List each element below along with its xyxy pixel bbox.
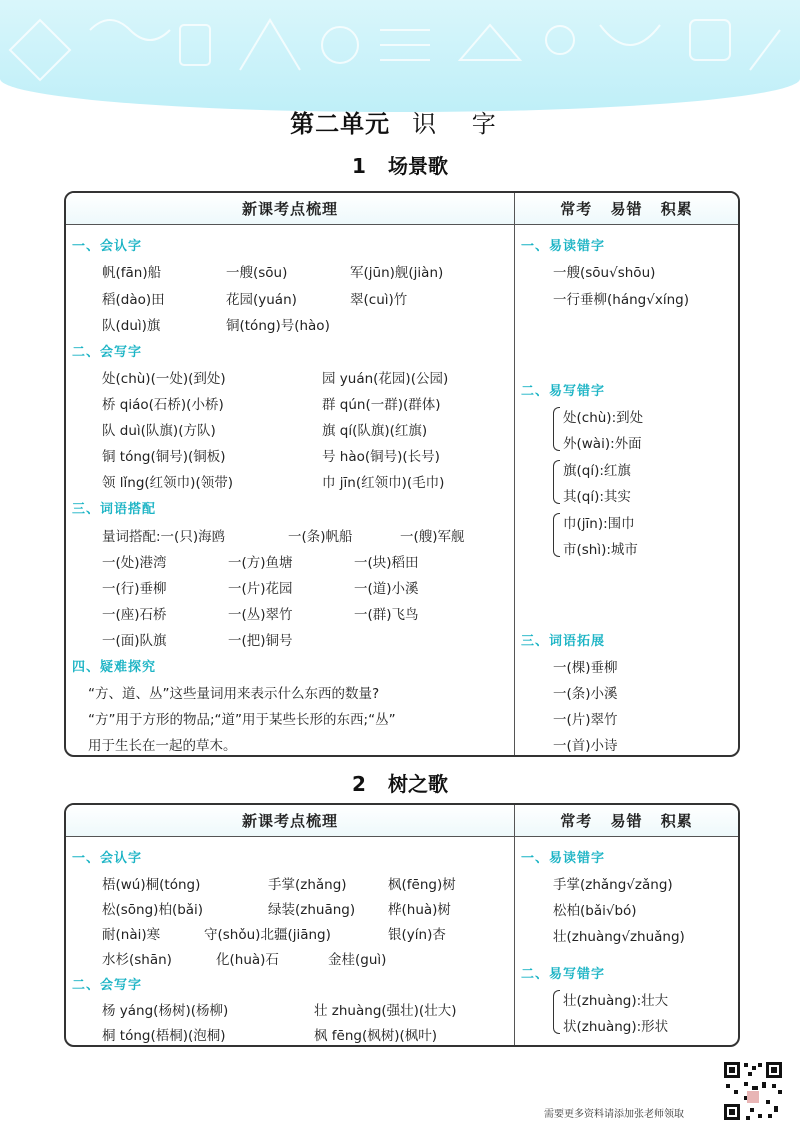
lesson-name: 场景歌	[387, 154, 448, 178]
text-line: 其(qí):其实	[563, 489, 631, 505]
right-header: 常考 易错 积累	[515, 193, 738, 225]
text-line: 队 duì(队旗)(方队)	[102, 423, 216, 439]
text-line: 杨 yáng(杨树)(杨柳)	[102, 1003, 229, 1019]
text-line: 号 hào(铜号)(长号)	[322, 449, 440, 465]
lesson1-box	[64, 191, 740, 757]
text-line: 一艘(sōu)	[226, 265, 288, 281]
lesson-number: 2	[352, 772, 366, 796]
lesson-name: 树之歌	[387, 772, 448, 796]
text-line: 一(座)石桥	[102, 607, 167, 623]
lesson2-left-panel	[66, 805, 514, 1045]
text-line: 一行垂柳(háng√xíng)	[553, 292, 689, 308]
text-line: 手掌(zhǎng√zǎng)	[553, 877, 673, 893]
text-line: 一(面)队旗	[102, 633, 167, 649]
section-write: 二、会写字	[72, 978, 143, 993]
text-line: 旗 qí(队旗)(红旗)	[322, 423, 428, 439]
text-line: 军(jūn)舰(jiàn)	[350, 265, 444, 281]
lesson-number: 1	[352, 154, 366, 178]
text-line: 稻(dào)田	[102, 292, 165, 308]
text-line: 枫(fēng)树	[388, 877, 456, 893]
right-header: 常考 易错 积累	[515, 805, 738, 837]
qr-code-icon[interactable]	[722, 1060, 784, 1122]
text-line: 银(yín)杏	[388, 927, 446, 943]
text-line: 铜(tóng)号(hào)	[226, 318, 330, 334]
section-collocation: 三、词语搭配	[72, 502, 157, 517]
text-line: 耐(nài)寒	[102, 927, 161, 943]
section-expand: 三、词语拓展	[521, 634, 606, 649]
text-line: 处(chù)(一处)(到处)	[102, 371, 226, 387]
text-line: 巾(jīn):围巾	[563, 516, 635, 532]
lesson1-right-panel	[514, 193, 738, 755]
text-line: 帆(fān)船	[102, 265, 162, 281]
lesson1-left-panel	[66, 193, 514, 755]
text-line: 一(丛)翠竹	[228, 607, 293, 623]
text-line: 外(wài):外面	[563, 436, 642, 452]
unit-subtitle: 识 字	[412, 110, 510, 138]
text-line: 一(方)鱼塘	[228, 555, 293, 571]
section-write: 二、会写字	[72, 345, 143, 360]
brace-mark	[553, 407, 560, 451]
answer-text: 用于生长在一起的草木。	[88, 738, 237, 754]
section-miswrite: 二、易写错字	[521, 967, 606, 982]
text-line: 桐 tóng(梧桐)(泡桐)	[102, 1028, 226, 1044]
text-line: 一艘(sōu√shōu)	[553, 265, 656, 281]
text-line: 一(道)小溪	[354, 581, 419, 597]
section-recognize: 一、会认字	[72, 851, 143, 866]
section-misread: 一、易读错字	[521, 851, 606, 866]
section-miswrite: 二、易写错字	[521, 384, 606, 399]
text-line: 壮(zhuàng):壮大	[563, 993, 669, 1009]
decorative-pattern	[0, 0, 800, 112]
text-line: 一(首)小诗	[553, 738, 618, 754]
text-line: 松(sōng)柏(bǎi)	[102, 902, 204, 918]
lesson2-title	[0, 768, 800, 797]
text-line: 梧(wú)桐(tóng)	[102, 877, 201, 893]
text-line: 绿装(zhuāng)	[268, 902, 356, 918]
text-line: 一(块)稻田	[354, 555, 419, 571]
footer-note: 需要更多资料请添加张老师领取	[544, 1109, 684, 1120]
text-line: 一(条)小溪	[553, 686, 618, 702]
unit-title	[0, 104, 800, 139]
section-explore: 四、疑难探究	[72, 660, 157, 675]
text-line: 旗(qí):红旗	[563, 463, 631, 479]
brace-mark	[553, 513, 560, 557]
text-line: 枫 fēng(枫树)(枫叶)	[314, 1028, 438, 1044]
text-line: 金桂(guì)	[328, 952, 387, 968]
text-line: 一(行)垂柳	[102, 581, 167, 597]
unit-name: 第二单元	[290, 110, 391, 138]
text-line: 一(处)港湾	[102, 555, 167, 571]
text-line: 领 lǐng(红领巾)(领带)	[102, 475, 233, 491]
brace-mark	[553, 460, 560, 504]
text-line: 化(huà)石	[216, 952, 279, 968]
text-line: 队(duì)旗	[102, 318, 161, 334]
lesson1-title	[0, 150, 800, 179]
lesson2-right-panel	[514, 805, 738, 1045]
text-line: 壮(zhuàng√zhuǎng)	[553, 929, 685, 945]
answer-text: “方”用于方形的物品;“道”用于某些长形的东西;“丛”	[88, 712, 396, 728]
text-line: 壮 zhuàng(强壮)(壮大)	[314, 1003, 457, 1019]
text-line: 一(片)翠竹	[553, 712, 618, 728]
text-line: 花园(yuán)	[226, 292, 297, 308]
brace-mark	[553, 990, 560, 1034]
header-banner	[0, 0, 800, 112]
text-line: 桥 qiáo(石桥)(小桥)	[102, 397, 224, 413]
text-line: 量词搭配:一(只)海鸥	[102, 529, 226, 545]
text-line: 铜 tóng(铜号)(铜板)	[102, 449, 226, 465]
text-line: 一(条)帆船	[288, 529, 353, 545]
text-line: 手掌(zhǎng)	[268, 877, 347, 893]
text-line: 处(chù):到处	[563, 410, 644, 426]
text-line: 群 qún(一群)(群体)	[322, 397, 441, 413]
text-line: 园 yuán(花园)(公园)	[322, 371, 449, 387]
text-line: 翠(cuì)竹	[350, 292, 408, 308]
text-line: 市(shì):城市	[563, 542, 638, 558]
section-misread: 一、易读错字	[521, 239, 606, 254]
text-line: 一(棵)垂柳	[553, 660, 618, 676]
text-line: 水杉(shān)	[102, 952, 172, 968]
text-line: 巾 jīn(红领巾)(毛巾)	[322, 475, 445, 491]
left-header: 新课考点梳理	[66, 805, 514, 837]
text-line: 一(艘)军舰	[400, 529, 465, 545]
text-line: 桦(huà)树	[388, 902, 451, 918]
lesson2-box	[64, 803, 740, 1047]
text-line: 守(shǒu)北疆(jiāng)	[204, 927, 331, 943]
section-recognize: 一、会认字	[72, 239, 143, 254]
text-line: 一(把)铜号	[228, 633, 293, 649]
text-line: 状(zhuàng):形状	[563, 1019, 669, 1035]
question-text: “方、道、丛”这些量词用来表示什么东西的数量?	[88, 686, 380, 702]
text-line: 一(群)飞鸟	[354, 607, 419, 623]
text-line: 一(片)花园	[228, 581, 293, 597]
left-header: 新课考点梳理	[66, 193, 514, 225]
text-line: 松柏(bǎi√bó)	[553, 903, 637, 919]
